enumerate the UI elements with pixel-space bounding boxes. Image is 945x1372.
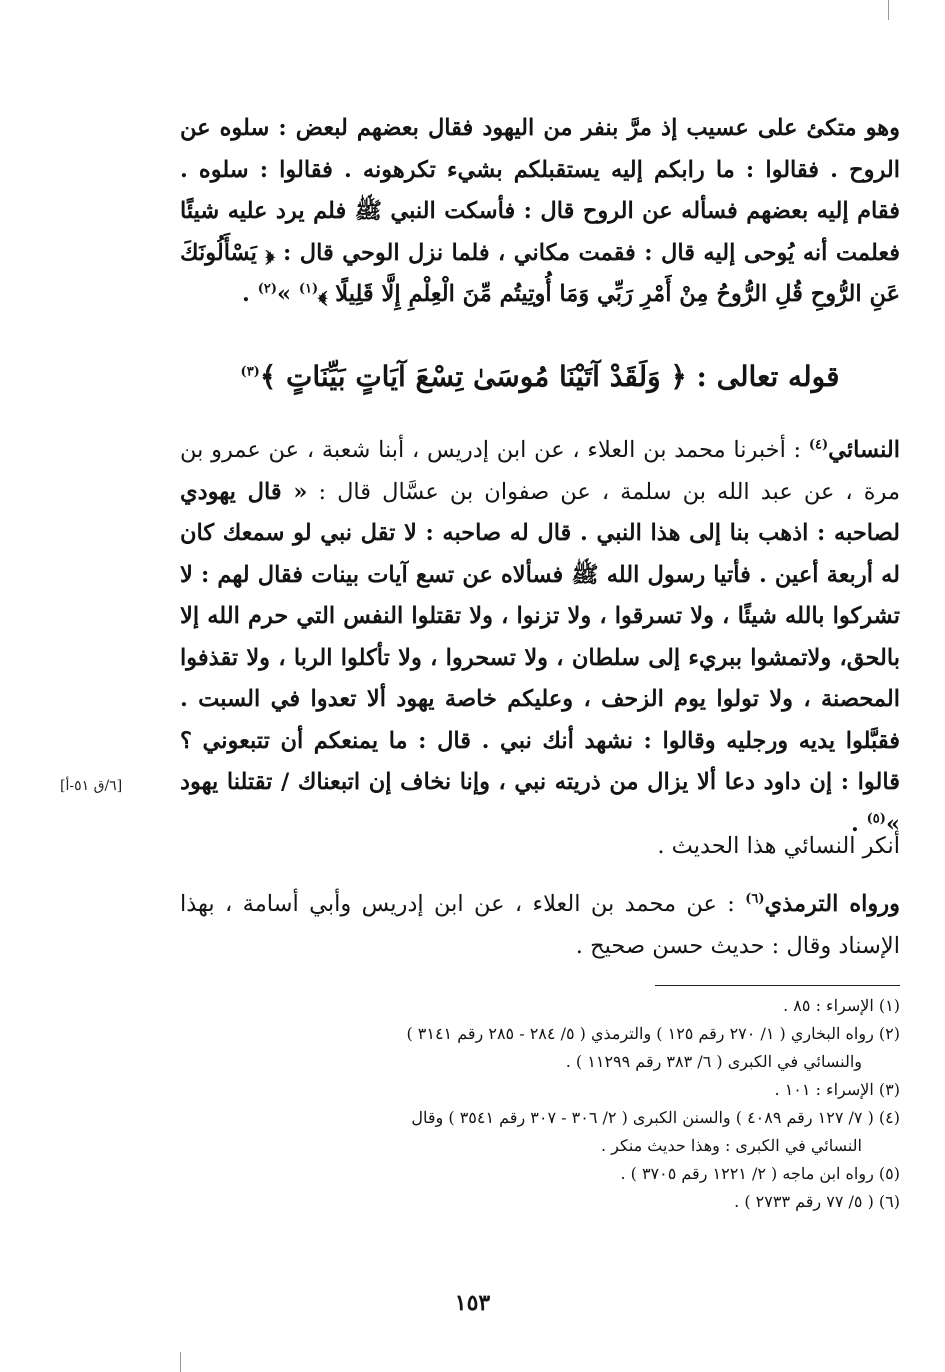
footnote-4-continued: النسائي في الكبرى : وهذا حديث منكر . xyxy=(600,1136,862,1155)
matn-text: « قال يهودي لصاحبه : اذهب بنا إلى هذا النبي . قال له صاحبه : لا تقل نبي لو سمعك كان له أربعة أعين . فأتيا رسول الله ﷺ فسألاه عن تسع آيات بينات فقال لهم : لا تشركوا بالله شيئًا ، ولا تسرقوا ، ولا تزنوا ، ولا تقتلوا النفس التي حرم الله إلا بالحق، ولاتمشوا ببريء إلى سلطان ، ولا تسحروا ، ولا تأكلوا الربا ، ولا تقذفوا المحصنة ، ولا تولوا يوم الزحف ، وعليكم خاصة يهود ألا تعدوا في السبت . فقبَّلوا يديه ورجليه وقالوا : نشهد أنك نبي . قال : ما يمنعكم أن تتبعوني ؟ قالوا : إن داود دعا ألا يزال من ذريته نبي ، وإنا نخاف إن اتبعناك / تقتلنا يهود » xyxy=(180,478,900,837)
footnote-marker: (٢) xyxy=(257,281,277,297)
footnote-separator xyxy=(655,985,900,986)
paragraph-nasai: النسائي$^{(٤)}$ : أخبرنا محمد بن العلاء ، عن ابن إدريس ، أبنا شعبة ، عن عمرو بن مرة ، عن عبد الله بن سلمة ، عن صفوان بن عسَّال قال : « قال يهودي لصاحبه : اذهب بنا إلى هذا النبي . قال له صاحبه : لا تقل نبي لو سمعك كان له أربعة أعين . فأتيا رسول الله ﷺ فسألاه عن تسع آيات بينات فقال لهم : لا تشركوا بالله شيئًا ، ولا تسرقوا ، ولا تزنوا ، ولا تقتلوا النفس التي حرم الله إلا بالحق، ولاتمشوا ببريء إلى سلطان ، ولا تسحروا ، ولا تأكلوا الربا ، ولا تقذفوا المحصنة ، ولا تولوا يوم الزحف ، وعليكم خاصة يهود ألا تعدوا في السبت . فقبَّلوا يديه ورجليه وقالوا : نشهد أنك نبي . قال : ما يمنعكم أن تتبعوني ؟ قالوا : إن داود دعا ألا يزال من ذريته نبي ، وإنا نخاف إن اتبعناك / تقتلنا يهود »$^{(٥)}$ . xyxy=(180,437,900,837)
footnote-2: (٢) رواه البخاري ( ١/ ٢٧٠ رقم ١٢٥ ) والترمذي ( ٥/ ٢٨٤ - ٢٨٥ رقم ٣١٤١ ) xyxy=(406,1024,900,1043)
main-text-comment xyxy=(180,826,900,868)
footnote-marker: (٥) xyxy=(866,811,886,826)
footnote-4: (٤) ( ٧/ ١٢٧ رقم ٤٠٨٩ ) والسنن الكبرى ( ٢/ ٣٠٦ - ٣٠٧ رقم ٣٥٤١ ) وقال xyxy=(411,1108,900,1127)
footnote-2-continued: والنسائي في الكبرى ( ٦/ ٣٨٣ رقم ١١٢٩٩ ) . xyxy=(565,1052,862,1071)
main-text-top xyxy=(180,108,900,316)
narrator-name: النسائي xyxy=(828,437,900,463)
footnote-marker: (٤) xyxy=(808,437,829,453)
section-heading: قوله تعالى : ﴿ وَلَقَدْ آتَيْنَا مُوسَىٰ تِسْعَ آيَاتٍ بَيِّنَاتٍ ﴾$^{(٣)}$ xyxy=(240,360,840,393)
paragraph-ruh: وهو متكئ على عسيب إذ مرَّ بنفر من اليهود فقال بعضهم لبعض : سلوه عن الروح . فقالوا : ما رابكم إليه يستقبلكم بشيء تكرهونه . فقالوا : سلوه . فقام إليه بعضهم فسأله عن الروح قال : فأسكت النبي ﷺ فلم يرد عليه شيئًا فعلمت أنه يُوحى إليه قال : فقمت مكاني ، فلما نزل الوحي قال : ﴿ يَسْأَلُونَكَ عَنِ الرُّوحِ قُلِ الرُّوحُ مِنْ أَمْرِ رَبِّي وَمَا أُوتِيتُم مِّنَ الْعِلْمِ إِلَّا قَلِيلًا ﴾$^{(١)}$ »$^{(٢)}$ . xyxy=(180,115,900,307)
paragraph-inkar: أنكر النسائي هذا الحديث . xyxy=(657,833,900,859)
footnote-3: (٣) الإسراء : ١٠١ . xyxy=(774,1080,900,1099)
footnote-marker: (٣) xyxy=(240,364,260,380)
footnote-marker: (٦) xyxy=(745,891,765,907)
page-number: ١٥٣ xyxy=(454,1290,491,1316)
footnote-1: (١) الإسراء : ٨٥ . xyxy=(783,996,900,1015)
footnotes xyxy=(180,992,900,1216)
footnote-5: (٥) رواه ابن ماجه ( ٢/ ١٢٢١ رقم ٣٧٠٥ ) . xyxy=(620,1164,900,1183)
manuscript-folio-ref: [٦/ق ٥١-أ] xyxy=(60,778,123,794)
isnad-text: : أخبرنا محمد بن العلاء ، عن ابن إدريس ، أبنا شعبة ، عن عمرو بن مرة ، عن عبد الله بن سلمة ، عن صفوان بن عسَّال قال : xyxy=(180,437,900,505)
main-text-hadith xyxy=(180,430,900,845)
main-text-tirmidhi xyxy=(180,884,900,967)
paragraph-tirmidhi: ورواه الترمذي$^{(٦)}$ : عن محمد بن العلاء ، عن ابن إدريس وأبي أسامة ، بهذا الإسناد وقال : حديث حسن صحيح . xyxy=(180,891,900,959)
scan-edge-top xyxy=(888,0,889,20)
narrator-name: ورواه الترمذي xyxy=(764,891,900,917)
scan-edge-bottom xyxy=(180,1352,181,1372)
footnote-marker: (١) xyxy=(298,281,319,297)
footnote-6: (٦) ( ٥/ ٧٧ رقم ٢٧٣٣ ) . xyxy=(734,1192,900,1211)
